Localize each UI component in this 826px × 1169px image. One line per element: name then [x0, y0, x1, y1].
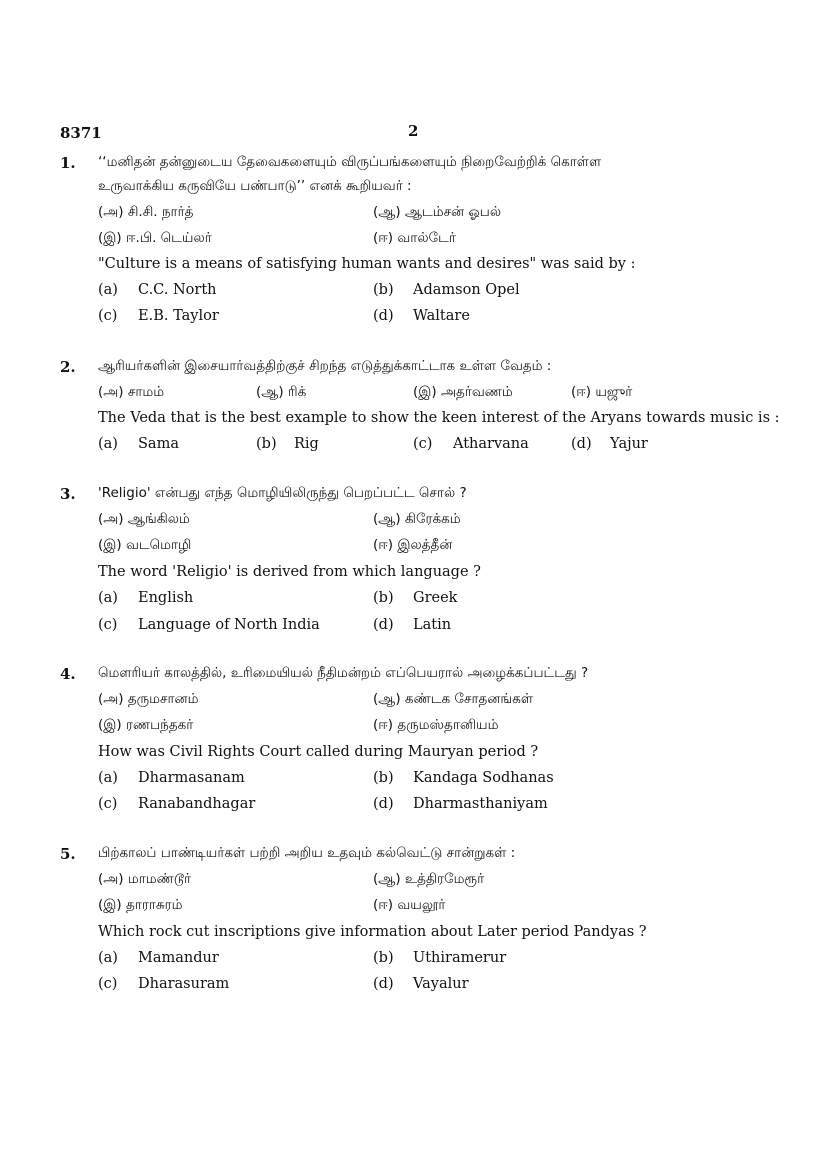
option-english-d-text[interactable]: Yajur — [610, 436, 648, 452]
option-text: சாமம் — [127, 384, 165, 400]
option-text: தருமஸ்தானியம் — [397, 717, 499, 733]
option-english-a-text[interactable]: Sama — [138, 436, 179, 452]
option-text: உத்திரமேரூர் — [404, 871, 485, 887]
option-text: ஈ.பி. டெய்லர் — [125, 230, 212, 246]
option-tamil-d[interactable] — [373, 897, 445, 915]
question-number: 3. — [60, 485, 76, 503]
option-tamil-a[interactable] — [98, 384, 164, 402]
option-text: கண்டக சோதனங்கள் — [404, 691, 534, 707]
option-tamil-d[interactable] — [373, 717, 498, 735]
question-number: 4. — [60, 665, 76, 683]
option-label: (a) — [98, 950, 118, 966]
question-english: Which rock cut inscriptions give information about Later period Pandyas ? — [98, 924, 647, 940]
option-label: (b) — [373, 770, 394, 786]
question-tamil-line-1: ஆரியர்களின் இசையார்வத்திற்குச் சிறந்த எடுத்துக்காட்டாக உள்ள வேதம் : — [98, 358, 552, 374]
option-english-c[interactable] — [98, 617, 117, 633]
option-label: (ஈ) — [373, 897, 394, 913]
question-english: The Veda that is the best example to show the keen interest of the Aryans towards music is : — [98, 410, 780, 426]
option-text: ஆங்கிலம் — [127, 511, 190, 527]
option-english-c-text[interactable]: Ranabandhagar — [138, 796, 256, 812]
option-label: (b) — [373, 282, 394, 298]
option-label: (c) — [98, 308, 118, 324]
option-tamil-a[interactable] — [98, 691, 199, 709]
option-label: (அ) — [98, 204, 124, 220]
option-label: (d) — [373, 617, 394, 633]
option-label: (c) — [98, 617, 118, 633]
option-tamil-a[interactable] — [98, 871, 191, 889]
option-tamil-a[interactable] — [98, 511, 190, 529]
option-label: (இ) — [98, 897, 122, 913]
option-text: இலத்தீன் — [397, 537, 453, 553]
option-tamil-d[interactable] — [373, 230, 456, 248]
option-english-c-text[interactable]: Dharasuram — [138, 976, 230, 992]
question-english: How was Civil Rights Court called during Mauryan period ? — [98, 744, 539, 760]
option-label: (ஆ) — [373, 871, 401, 887]
option-label: (d) — [571, 436, 592, 452]
option-tamil-b[interactable] — [256, 384, 306, 402]
option-label: (அ) — [98, 871, 124, 887]
option-tamil-a[interactable] — [98, 204, 193, 222]
option-tamil-c[interactable] — [413, 384, 513, 402]
option-text: வயலூர் — [397, 897, 446, 913]
option-english-b-text[interactable]: Rig — [294, 436, 319, 452]
option-english-a-text[interactable]: C.C. North — [138, 282, 217, 298]
option-text: ஆடம்சன் ஓபல் — [404, 204, 502, 220]
option-tamil-c[interactable] — [98, 537, 191, 555]
option-english-c-text[interactable]: E.B. Taylor — [138, 308, 219, 324]
question-tamil-line-1: 'Religio' என்பது எந்த மொழியிலிருந்து பெறப்பட்ட சொல் ? — [98, 485, 467, 501]
option-text: வடமொழி — [125, 537, 192, 553]
option-text: யஜுர் — [595, 384, 633, 400]
option-english-a[interactable] — [98, 770, 118, 786]
option-tamil-d[interactable] — [373, 537, 452, 555]
option-label: (ஈ) — [373, 717, 394, 733]
option-tamil-c[interactable] — [98, 897, 183, 915]
option-label: (c) — [413, 436, 433, 452]
question-number: 5. — [60, 845, 76, 863]
option-english-b[interactable] — [373, 590, 394, 606]
option-label: (d) — [373, 976, 394, 992]
option-tamil-b[interactable] — [373, 691, 533, 709]
option-english-b[interactable] — [373, 282, 394, 298]
option-label: (b) — [373, 590, 394, 606]
option-label: (a) — [98, 282, 118, 298]
option-label: (ஈ) — [571, 384, 592, 400]
option-english-a-text[interactable]: Dharmasanam — [138, 770, 245, 786]
option-tamil-b[interactable] — [373, 204, 501, 222]
option-label: (d) — [373, 308, 394, 324]
option-english-b[interactable] — [256, 436, 277, 452]
option-english-b-text[interactable]: Uthiramerur — [413, 950, 507, 966]
question-english: The word 'Religio' is derived from which language ? — [98, 564, 481, 580]
option-label: (இ) — [413, 384, 437, 400]
question-tamil-line-2: உருவாக்கிய கருவியே பண்பாடு’’ எனக் கூறியவர் : — [98, 178, 412, 194]
option-tamil-d[interactable] — [571, 384, 632, 402]
option-text: ரிக் — [287, 384, 307, 400]
option-label: (a) — [98, 590, 118, 606]
option-english-d[interactable] — [373, 796, 394, 812]
option-label: (இ) — [98, 230, 122, 246]
paper-code: 8371 — [60, 124, 102, 142]
option-text: கிரேக்கம் — [404, 511, 461, 527]
option-label: (ஆ) — [373, 691, 401, 707]
option-english-d-text[interactable]: Vayalur — [413, 976, 469, 992]
option-label: (அ) — [98, 511, 124, 527]
question-english: "Culture is a means of satisfying human wants and desires" was said by : — [98, 256, 636, 272]
option-english-b[interactable] — [373, 770, 394, 786]
question-tamil-line-1: மௌரியர் காலத்தில், உரிமையியல் நீதிமன்றம் எப்பெயரால் அழைக்கப்பட்டது ? — [98, 665, 589, 681]
option-english-b-text[interactable]: Adamson Opel — [413, 282, 520, 298]
question-tamil-line-1: ‘‘மனிதன் தன்னுடைய தேவைகளையும் விருப்பங்களையும் நிறைவேற்றிக் கொள்ள — [98, 154, 602, 170]
option-text: அதர்வணம் — [440, 384, 513, 400]
option-english-c-text[interactable]: Language of North India — [138, 617, 320, 633]
option-english-c[interactable] — [413, 436, 432, 452]
option-text: மாமண்டூர் — [127, 871, 192, 887]
option-label: (a) — [98, 770, 118, 786]
option-label: (d) — [373, 796, 394, 812]
option-label: (ஆ) — [373, 511, 401, 527]
option-english-c[interactable] — [98, 308, 117, 324]
option-tamil-c[interactable] — [98, 230, 212, 248]
option-label: (ஆ) — [256, 384, 284, 400]
option-label: (b) — [373, 950, 394, 966]
option-label: (b) — [256, 436, 277, 452]
option-english-d-text[interactable]: Waltare — [413, 308, 470, 324]
option-label: (இ) — [98, 717, 122, 733]
option-label: (ஆ) — [373, 204, 401, 220]
option-text: தருமசானம் — [127, 691, 199, 707]
option-label: (இ) — [98, 537, 122, 553]
question-number: 2. — [60, 358, 76, 376]
option-english-c[interactable] — [98, 976, 117, 992]
page-number: 2 — [408, 122, 419, 140]
option-text: வால்டேர் — [397, 230, 456, 246]
option-english-d-text[interactable]: Dharmasthaniyam — [413, 796, 548, 812]
option-label: (a) — [98, 436, 118, 452]
option-english-b[interactable] — [373, 950, 394, 966]
option-label: (அ) — [98, 384, 124, 400]
option-tamil-b[interactable] — [373, 511, 461, 529]
option-tamil-b[interactable] — [373, 871, 484, 889]
option-tamil-c[interactable] — [98, 717, 193, 735]
option-label: (ஈ) — [373, 230, 394, 246]
option-english-d[interactable] — [373, 617, 394, 633]
option-english-d[interactable] — [373, 976, 394, 992]
option-english-d[interactable] — [373, 308, 394, 324]
option-english-b-text[interactable]: Kandaga Sodhanas — [413, 770, 554, 786]
option-label: (அ) — [98, 691, 124, 707]
option-english-c[interactable] — [98, 796, 117, 812]
option-english-a[interactable] — [98, 436, 118, 452]
option-english-a-text[interactable]: Mamandur — [138, 950, 219, 966]
option-english-a-text[interactable]: English — [138, 590, 194, 606]
option-label: (ஈ) — [373, 537, 394, 553]
option-text: சி.சி. நார்த் — [127, 204, 194, 220]
option-english-a[interactable] — [98, 590, 118, 606]
option-text: ரணபந்தகர் — [125, 717, 194, 733]
option-english-b-text[interactable]: Greek — [413, 590, 458, 606]
option-english-d-text[interactable]: Latin — [413, 617, 452, 633]
option-text: தாராசுரம் — [125, 897, 183, 913]
option-english-a[interactable] — [98, 282, 118, 298]
question-tamil-line-1: பிற்காலப் பாண்டியர்கள் பற்றி அறிய உதவும் கல்வெட்டு சான்றுகள் : — [98, 845, 516, 861]
option-english-c-text[interactable]: Atharvana — [453, 436, 529, 452]
question-number: 1. — [60, 154, 76, 172]
option-label: (c) — [98, 976, 118, 992]
option-english-a[interactable] — [98, 950, 118, 966]
option-english-d[interactable] — [571, 436, 592, 452]
option-label: (c) — [98, 796, 118, 812]
